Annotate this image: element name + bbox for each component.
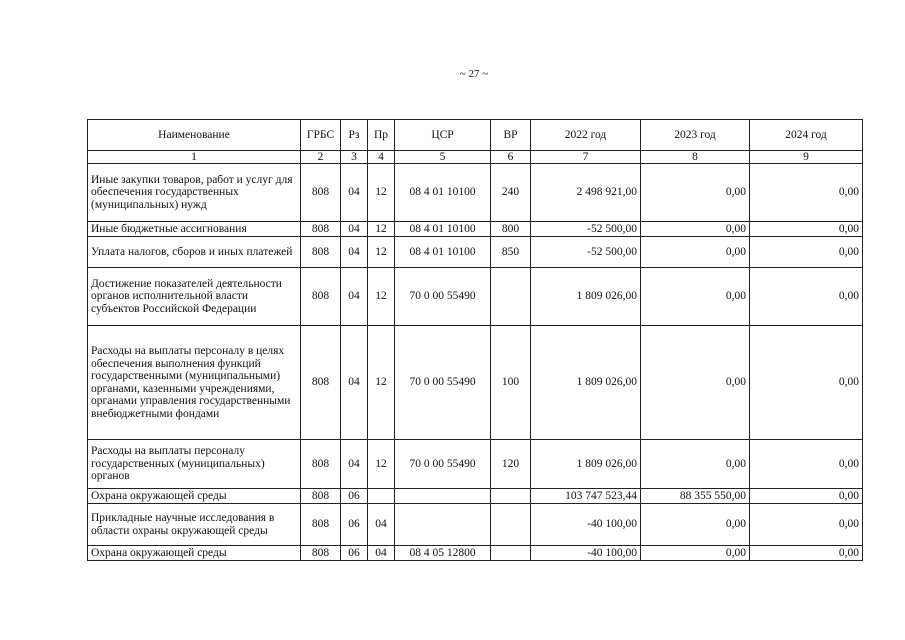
row-name: Охрана окружающей среды (88, 546, 301, 561)
row-2022: -52 500,00 (531, 237, 641, 268)
row-rz: 06 (341, 504, 368, 546)
row-name: Охрана окружающей среды (88, 489, 301, 504)
row-grbs: 808 (301, 164, 341, 222)
header-rz: Рз (341, 120, 368, 151)
table-row (88, 504, 863, 546)
column-number: 5 (395, 151, 491, 164)
row-grbs: 808 (301, 268, 341, 326)
row-2024: 0,00 (750, 164, 863, 222)
row-2024: 0,00 (750, 504, 863, 546)
row-2024: 0,00 (750, 268, 863, 326)
row-2023: 0,00 (641, 504, 750, 546)
row-csr: 70 0 00 55490 (395, 440, 491, 489)
row-2023: 0,00 (641, 164, 750, 222)
row-2022: -40 100,00 (531, 546, 641, 561)
row-grbs: 808 (301, 237, 341, 268)
row-grbs: 808 (301, 504, 341, 546)
row-2022: -40 100,00 (531, 504, 641, 546)
row-pr: 12 (368, 440, 395, 489)
row-vr (491, 504, 531, 546)
row-grbs: 808 (301, 222, 341, 237)
column-number: 9 (750, 151, 863, 164)
row-name: Иные бюджетные ассигнования (88, 222, 301, 237)
row-2024: 0,00 (750, 440, 863, 489)
row-name: Расходы на выплаты персоналу в целях обеспечения выполнения функций государственными (муниципальными) органами, казенными учреждениями, органами управления государственными внебюджетными фондами (88, 326, 301, 440)
row-rz: 04 (341, 326, 368, 440)
table-row (88, 326, 863, 440)
row-csr (395, 489, 491, 504)
header-2022: 2022 год (531, 120, 641, 151)
column-number: 8 (641, 151, 750, 164)
row-pr: 12 (368, 164, 395, 222)
row-2023: 0,00 (641, 237, 750, 268)
header-2024: 2024 год (750, 120, 863, 151)
row-name: Иные закупки товаров, работ и услуг для обеспечения государственных (муниципальных) нужд (88, 164, 301, 222)
row-2024: 0,00 (750, 326, 863, 440)
budget-table (87, 119, 863, 561)
header-csr: ЦСР (395, 120, 491, 151)
row-csr: 70 0 00 55490 (395, 326, 491, 440)
row-name: Уплата налогов, сборов и иных платежей (88, 237, 301, 268)
row-pr (368, 489, 395, 504)
row-2022: -52 500,00 (531, 222, 641, 237)
row-rz: 06 (341, 546, 368, 561)
row-vr: 100 (491, 326, 531, 440)
row-grbs: 808 (301, 546, 341, 561)
row-name: Достижение показателей деятельности органов исполнительной власти субъектов Российской Федерации (88, 268, 301, 326)
row-vr: 850 (491, 237, 531, 268)
column-number: 6 (491, 151, 531, 164)
row-2023: 0,00 (641, 222, 750, 237)
row-rz: 06 (341, 489, 368, 504)
row-grbs: 808 (301, 326, 341, 440)
row-2022: 1 809 026,00 (531, 440, 641, 489)
header-name: Наименование (88, 120, 301, 151)
table-row (88, 268, 863, 326)
row-grbs: 808 (301, 489, 341, 504)
row-2022: 2 498 921,00 (531, 164, 641, 222)
row-rz: 04 (341, 164, 368, 222)
row-pr: 04 (368, 504, 395, 546)
row-csr: 08 4 01 10100 (395, 222, 491, 237)
row-csr: 70 0 00 55490 (395, 268, 491, 326)
row-rz: 04 (341, 222, 368, 237)
row-2024: 0,00 (750, 222, 863, 237)
table-row (88, 222, 863, 237)
row-rz: 04 (341, 440, 368, 489)
row-2023: 0,00 (641, 268, 750, 326)
row-pr: 12 (368, 222, 395, 237)
column-number: 3 (341, 151, 368, 164)
row-pr: 12 (368, 237, 395, 268)
row-2022: 103 747 523,44 (531, 489, 641, 504)
column-number: 7 (531, 151, 641, 164)
column-number-row (88, 151, 863, 164)
row-vr: 240 (491, 164, 531, 222)
row-grbs: 808 (301, 440, 341, 489)
column-number: 1 (88, 151, 301, 164)
row-vr (491, 268, 531, 326)
table-row (88, 489, 863, 504)
row-name: Расходы на выплаты персоналу государственных (муниципальных) органов (88, 440, 301, 489)
column-number: 2 (301, 151, 341, 164)
row-name: Прикладные научные исследования в области охраны окружающей среды (88, 504, 301, 546)
header-2023: 2023 год (641, 120, 750, 151)
row-pr: 12 (368, 326, 395, 440)
row-csr (395, 504, 491, 546)
column-number: 4 (368, 151, 395, 164)
row-csr: 08 4 01 10100 (395, 164, 491, 222)
page-number: ~ 27 ~ (459, 68, 489, 80)
row-2022: 1 809 026,00 (531, 268, 641, 326)
row-vr (491, 546, 531, 561)
header-vr: ВР (491, 120, 531, 151)
row-2024: 0,00 (750, 489, 863, 504)
row-rz: 04 (341, 237, 368, 268)
row-vr (491, 489, 531, 504)
row-csr: 08 4 01 10100 (395, 237, 491, 268)
row-2022: 1 809 026,00 (531, 326, 641, 440)
row-csr: 08 4 05 12800 (395, 546, 491, 561)
row-2023: 0,00 (641, 440, 750, 489)
table-row (88, 237, 863, 268)
header-grbs: ГРБС (301, 120, 341, 151)
row-pr: 04 (368, 546, 395, 561)
row-2023: 88 355 550,00 (641, 489, 750, 504)
header-row (88, 120, 863, 151)
row-2023: 0,00 (641, 546, 750, 561)
row-2024: 0,00 (750, 237, 863, 268)
table-row (88, 440, 863, 489)
table-row (88, 164, 863, 222)
header-pr: Пр (368, 120, 395, 151)
table-row (88, 546, 863, 561)
row-rz: 04 (341, 268, 368, 326)
row-vr: 800 (491, 222, 531, 237)
row-vr: 120 (491, 440, 531, 489)
row-2023: 0,00 (641, 326, 750, 440)
row-pr: 12 (368, 268, 395, 326)
row-2024: 0,00 (750, 546, 863, 561)
